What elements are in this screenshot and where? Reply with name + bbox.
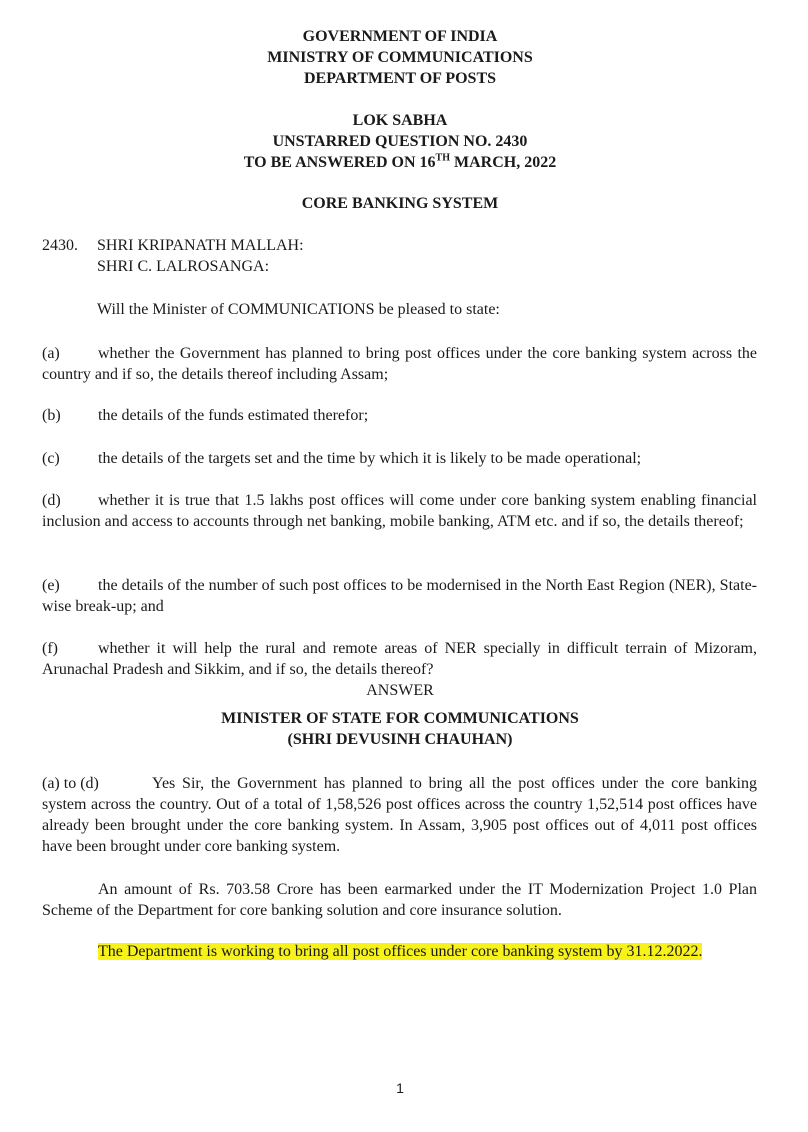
question-header bbox=[0, 110, 800, 173]
question-number: 2430. bbox=[42, 237, 78, 254]
question-e-label: (e) bbox=[42, 577, 60, 594]
answer-heading: ANSWER bbox=[366, 682, 434, 699]
answer-funds-text: An amount of Rs. 703.58 Crore has been earmarked under the IT Modernization Project 1.0 Plan Scheme of the Department for core banking solution and core insurance solution. bbox=[42, 881, 757, 919]
answer-a-to-d-text: Yes Sir, the Government has planned to bring all the post offices under the core banking system across the country. Out of a total of 1,58,526 post offices across the country 1,52,514 post offices have already been brought under the core banking system. In Assam, 3,905 post offices out of 4,011 post offices have been brought under core banking system. bbox=[42, 775, 757, 855]
header-line-ministry: MINISTRY OF COMMUNICATIONS bbox=[267, 49, 533, 66]
question-f-label: (f) bbox=[42, 640, 58, 657]
document-header bbox=[0, 26, 800, 89]
header-line-department: DEPARTMENT OF POSTS bbox=[303, 70, 497, 87]
question-a-text: whether the Government has planned to bring post offices under the core banking system across the country and if so, the details thereof including Assam; bbox=[42, 345, 757, 383]
askers bbox=[97, 235, 304, 277]
house-name: LOK SABHA bbox=[352, 112, 448, 129]
question-d bbox=[42, 490, 757, 532]
question-b-label: (b) bbox=[42, 407, 61, 424]
question-a bbox=[42, 343, 757, 385]
question-d-label: (d) bbox=[42, 492, 61, 509]
answer-date-superscript: TH bbox=[435, 152, 450, 164]
answer-date-suffix: MARCH, 2022 bbox=[449, 154, 557, 171]
question-b bbox=[42, 405, 757, 426]
minister-title: MINISTER OF STATE FOR COMMUNICATIONS bbox=[221, 710, 579, 727]
answer-funds bbox=[42, 879, 757, 921]
question-intro: Will the Minister of COMMUNICATIONS be pleased to state: bbox=[97, 301, 500, 318]
question-f-text: whether it will help the rural and remote areas of NER specially in difficult terrain of Mizoram, Arunachal Pradesh and Sikkim, and if so, the details thereof? bbox=[42, 640, 757, 678]
asker-1: SHRI KRIPANATH MALLAH: bbox=[97, 237, 304, 254]
question-f bbox=[42, 638, 757, 680]
question-c-label: (c) bbox=[42, 450, 60, 467]
header-line-government: GOVERNMENT OF INDIA bbox=[302, 28, 498, 45]
question-e-text: the details of the number of such post offices to be modernised in the North East Region (NER), State-wise break-up; and bbox=[42, 577, 757, 615]
question-b-text: the details of the funds estimated therefor; bbox=[98, 407, 369, 424]
answer-a-to-d bbox=[42, 773, 757, 857]
page-number: 1 bbox=[396, 1080, 404, 1096]
answer-target bbox=[42, 941, 757, 962]
answer-date-prefix: TO BE ANSWERED ON 16 bbox=[243, 154, 436, 171]
highlighted-target-text: The Department is working to bring all post offices under core banking system by 31.12.2022. bbox=[98, 943, 703, 960]
minister-block bbox=[0, 708, 800, 750]
question-a-label: (a) bbox=[42, 345, 60, 362]
asker-2: SHRI C. LALROSANGA: bbox=[97, 258, 270, 275]
answer-date bbox=[0, 152, 800, 173]
subject-title: CORE BANKING SYSTEM bbox=[301, 195, 499, 212]
question-d-text: whether it is true that 1.5 lakhs post offices will come under core banking system enabling financial inclusion and access to accounts through net banking, mobile banking, ATM etc. and if so, the details thereof; bbox=[42, 492, 757, 530]
question-number-title: UNSTARRED QUESTION NO. 2430 bbox=[272, 133, 528, 150]
minister-name: (SHRI DEVUSINH CHAUHAN) bbox=[287, 731, 513, 748]
question-c bbox=[42, 448, 757, 469]
answer-a-to-d-label: (a) to (d) bbox=[42, 775, 99, 792]
question-e bbox=[42, 575, 757, 617]
question-c-text: the details of the targets set and the time by which it is likely to be made operational; bbox=[98, 450, 642, 467]
